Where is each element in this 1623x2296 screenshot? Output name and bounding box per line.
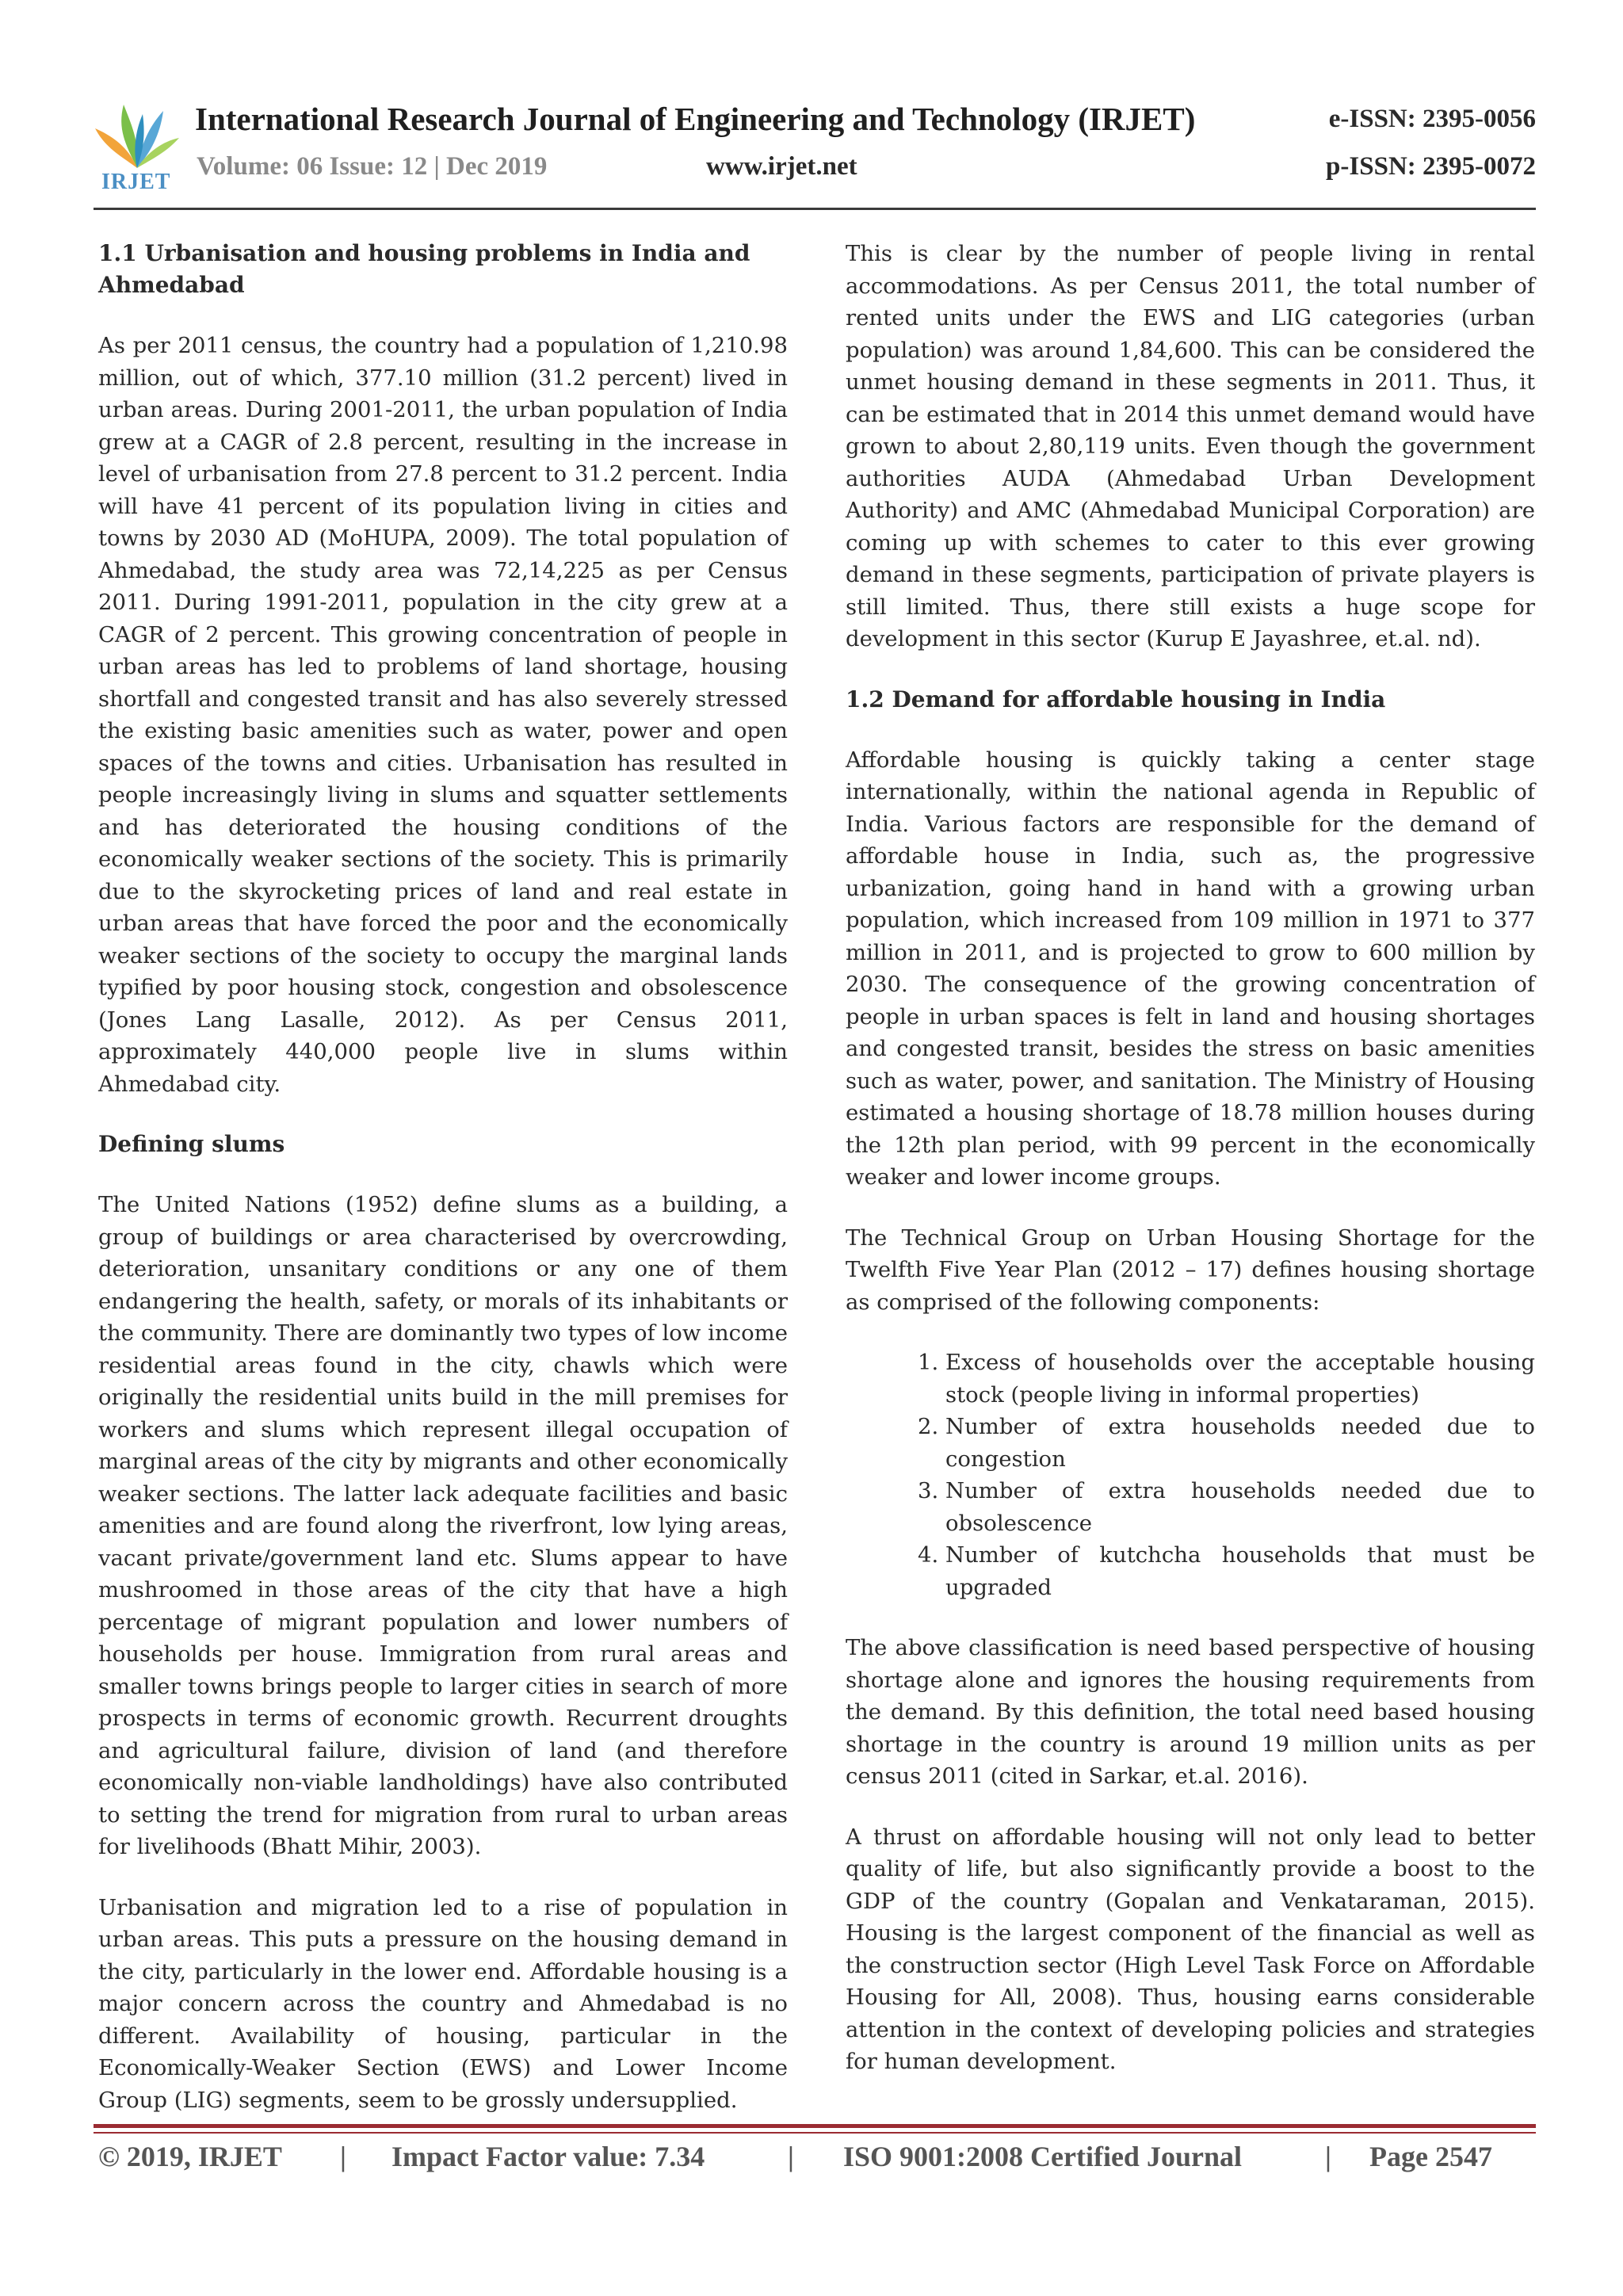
section-heading-defining-slums: Defining slums [98,1131,285,1157]
impact-factor: Impact Factor value: 7.34 [391,2141,705,2172]
shortage-components-list [846,1347,1535,1603]
logo-text: IRJET [101,170,171,194]
page-number: Page 2547 [1369,2141,1492,2172]
list-item: 4. Number of kutchcha households that must be upgraded [945,1539,1535,1603]
copyright: © 2019, IRJET [98,2141,282,2172]
footer-separator: | [1325,2141,1331,2172]
paragraph: A thrust on affordable housing will not only lead to better quality of life, but also significantly provide a boost to the GDP of the country (Gopalan and Venkataraman, 2015). Housing is the largest component of the financial as well as the construction sector (High Level Task Force on Affordable Housing for All, 2008). Thus, housing earns considerable attention in the context of developing policies and strategies for human development. [846,1824,1535,2074]
paragraph: Affordable housing is quickly taking a center stage internationally, within the national agenda in Republic of India. Various factors are responsible for the demand of affordable house in India, such as, the progressive urbanization, going hand in hand with a growing urban population, which increased from 109 million in 1971 to 377 million in 2011, and is projected to grow to 600 million by 2030. The consequence of the growing concentration of people in urban spaces is felt in land and housing shortages and congested transit, besides the stress on basic amenities such as water, power, and sanitation. The Ministry of Housing estimated a housing shortage of 18.78 million houses during the 12th plan period, with 99 percent in the economically weaker and lower income groups. [846,747,1535,1190]
footer-separator: | [788,2141,794,2172]
header-divider [94,208,1536,210]
irjet-logo [94,97,181,196]
list-item: 2. Number of extra households needed due to congestion [945,1411,1535,1475]
paragraph: The Technical Group on Urban Housing Shortage for the Twelfth Five Year Plan (2012 – 17) defines housing shortage as comprised of the following components: [846,1224,1535,1315]
volume-issue: Volume: 06 Issue: 12 | Dec 2019 [197,152,548,181]
pissn: p-ISSN: 2395-0072 [1326,152,1536,181]
section-heading-1-2: 1.2 Demand for affordable housing in India [846,686,1386,712]
right-column [846,238,1535,2107]
list-item: 1. Excess of households over the acceptable housing stock (people living in informal properties) [945,1347,1535,1411]
paragraph: The United Nations (1952) define slums as a building, a group of buildings or area characterised by overcrowding, deterioration, unsanitary conditions or any one of them endangering the health, safety, or morals of its inhabitants or the community. There are dominantly two types of low income residential areas found in the city, chawls which were originally the residential units build in the mill premises for workers and slums which represent illegal occupation of marginal areas of the city by migrants and other economically weaker sections. The latter lack adequate facilities and basic amenities and are found along the riverfront, low lying areas, vacant private/government land etc. Slums appear to have mushroomed in those areas of the city that have a high percentage of migrant population and lower numbers of households per house. Immigration from rural areas and smaller towns brings people to larger cities in search of more prospects in terms of economic growth. Recurrent droughts and agricultural failure, division of land (and therefore economically non-viable landholdings) have also contributed to setting the trend for migration from rural to urban areas for livelihoods (Bhatt Mihir, 2003). [98,1192,788,1859]
paragraph: Urbanisation and migration led to a rise of population in urban areas. This puts a pressure on the housing demand in the city, particularly in the lower end. Affordable housing is a major concern across the country and Ahmedabad is no different. Availability of housing, particular in the Economically-Weaker Section (EWS) and Lower Income Group (LIG) segments, seem to be grossly undersupplied. [98,1894,788,2113]
left-column [98,238,788,2145]
paragraph: This is clear by the number of people living in rental accommodations. As per Census 2011, the total number of rented units under the EWS and LIG categories (urban population) was around 1,84,600. This can be considered the unmet housing demand in these segments in 2011. Thus, it can be estimated that in 2014 this unmet demand would have grown to about 2,80,119 units. Even though the government authorities AUDA (Ahmedabad Urban Development Authority) and AMC (Ahmedabad Municipal Corporation) are coming up with schemes to cater to this ever growing demand in these segments, participation of private players is still limited. Thus, there still exists a huge scope for development in this sector (Kurup E Jayashree, et.al. nd). [846,241,1535,651]
journal-title: International Research Journal of Engineering and Technology (IRJET) [195,101,1196,137]
page-header [94,97,1536,208]
eissn: e-ISSN: 2395-0056 [1328,105,1536,133]
paragraph: As per 2011 census, the country had a population of 1,210.98 million, out of which, 377.10 million (31.2 percent) lived in urban areas. During 2001-2011, the urban population of India grew at a CAGR of 2.8 percent, resulting in the increase in level of urbanisation from 27.8 percent to 31.2 percent. India will have 41 percent of its population living in cities and towns by 2030 AD (MoHUPA, 2009). The total population of Ahmedabad, the study area was 72,14,225 as per Census 2011. During 1991-2011, population in the city grew at a CAGR of 2 percent. This growing concentration of people in urban areas has led to problems of land shortage, housing shortfall and congested transit and has also severely stressed the existing basic amenities such as water, power and open spaces of the towns and cities. Urbanisation has resulted in people increasingly living in slums and squatter settlements and has deteriorated the housing conditions of the economically weaker sections of the society. This is primarily due to the skyrocketing prices of land and real estate in urban areas that have forced the poor and the economically weaker sections of the society to occupy the marginal lands typified by poor housing stock, congestion and obsolescence (Jones Lang Lasalle, 2012). As per Census 2011, approximately 440,000 people live in slums within Ahmedabad city. [98,333,788,1097]
footer-divider [94,2124,1536,2128]
website-link[interactable]: www.irjet.net [706,152,857,181]
footer-separator: | [340,2141,346,2172]
section-heading-1-1: 1.1 Urbanisation and housing problems in India and Ahmedabad [98,240,750,298]
iso-certification: ISO 9001:2008 Certified Journal [843,2141,1242,2172]
footer-divider-thin [94,2132,1536,2134]
list-item: 3. Number of extra households needed due to obsolescence [945,1475,1535,1539]
paragraph: The above classification is need based perspective of housing shortage alone and ignores the housing requirements from the demand. By this definition, the total need based housing shortage in the country is around 19 million units as per census 2011 (cited in Sarkar, et.al. 2016). [846,1635,1535,1789]
logo-leaves-icon [94,97,181,172]
